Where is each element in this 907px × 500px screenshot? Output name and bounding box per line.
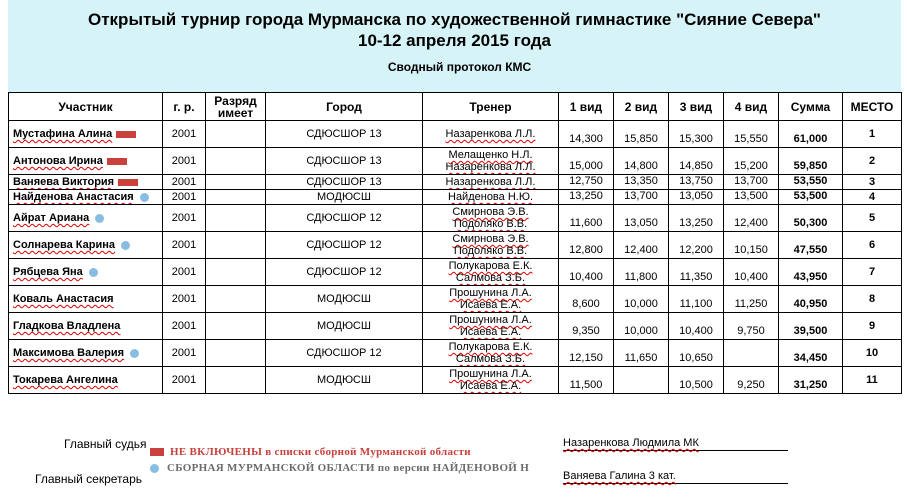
rank [206,232,266,259]
participant-name: Ваняева Виктория [9,175,163,190]
blue-dot-icon [89,268,98,277]
participant-name: Солнарева Карина [9,232,163,259]
table-row [9,121,902,148]
col-event1: 1 вид [559,93,614,121]
city: СДЮСШОР 13 [266,121,423,148]
birth-year: 2001 [163,190,206,205]
total-sum: 39,500 [779,313,843,340]
score-event3: 11,100 [669,286,724,313]
col-rank: Разряд имеет [206,93,266,121]
place: 7 [843,259,902,286]
score-event4 [724,340,779,367]
participant-name: Коваль Анастасия [9,286,163,313]
coach: Прошунина Л.А. Исаева Е.А. [423,313,559,340]
total-sum: 43,950 [779,259,843,286]
birth-year: 2001 [163,367,206,394]
coach: Смирнова Э.В. Подоляко В.В. [423,205,559,232]
birth-year: 2001 [163,286,206,313]
score-event1: 11,600 [559,205,614,232]
tournament-title: Открытый турнир города Мурманска по художественной гимнастике "Сияние Севера" [88,10,821,29]
score-event4: 15,550 [724,121,779,148]
birth-year: 2001 [163,313,206,340]
score-event3: 13,050 [669,190,724,205]
participant-name: Антонова Ирина [9,148,163,175]
score-event4: 10,400 [724,259,779,286]
city: СДЮСШОР 12 [266,259,423,286]
score-event4: 13,500 [724,190,779,205]
score-event1: 10,400 [559,259,614,286]
blue-dot-icon [140,193,149,202]
chief-secretary-label: Главный секретарь [35,472,142,486]
score-event3: 10,400 [669,313,724,340]
score-event2: 15,850 [614,121,669,148]
participant-name: Найденова Анастасия [9,190,163,205]
protocol-subtitle: Сводный протокол КМС [387,60,532,74]
coach: Полукарова Е.К. Салмова З.Б. [423,340,559,367]
city: СДЮСШОР 12 [266,232,423,259]
total-sum: 31,250 [779,367,843,394]
blue-dot-icon [130,349,139,358]
table-row [9,232,902,259]
score-event2: 13,350 [614,175,669,190]
city: МОДЮСШ [266,286,423,313]
rank [206,367,266,394]
score-event4: 9,250 [724,367,779,394]
total-sum: 53,500 [779,190,843,205]
table-row [9,259,902,286]
rank [206,175,266,190]
birth-year: 2001 [163,121,206,148]
col-event3: 3 вид [669,93,724,121]
table-header-row [9,93,902,121]
participant-name: Токарева Ангелина [9,367,163,394]
chief-judge-signature-line: Назаренкова Людмила МК [563,437,788,451]
rank [206,121,266,148]
place: 3 [843,175,902,190]
table-row [9,175,902,190]
score-event1: 12,150 [559,340,614,367]
coach: Назаренкова Л.Л. [423,175,559,190]
red-marker-icon [150,448,164,456]
col-event4: 4 вид [724,93,779,121]
total-sum: 40,950 [779,286,843,313]
participant-name: Айрат Ариана [9,205,163,232]
col-event2: 2 вид [614,93,669,121]
place: 5 [843,205,902,232]
participant-name: Мустафина Алина [9,121,163,148]
score-event2: 12,400 [614,232,669,259]
place: 1 [843,121,902,148]
score-event3: 15,300 [669,121,724,148]
legend-red: НЕ ВКЛЮЧЕНЫ в списки сборной Мурманской области [150,446,471,458]
total-sum: 61,000 [779,121,843,148]
score-event3: 10,500 [669,367,724,394]
rank [206,190,266,205]
score-event2: 14,800 [614,148,669,175]
red-marker-icon [116,131,136,138]
score-event3: 10,650 [669,340,724,367]
legend-blue: СБОРНАЯ МУРМАНСКОЙ ОБЛАСТИ по версии НАЙДЕНОВОЙ Н [150,462,529,474]
place: 6 [843,232,902,259]
coach: Прошунина Л.А. Исаева Е.А. [423,286,559,313]
birth-year: 2001 [163,232,206,259]
score-event4: 11,250 [724,286,779,313]
total-sum: 59,850 [779,148,843,175]
score-event2: 10,000 [614,286,669,313]
place: 11 [843,367,902,394]
birth-year: 2001 [163,340,206,367]
score-event1: 13,250 [559,190,614,205]
score-event2 [614,367,669,394]
score-event2: 11,650 [614,340,669,367]
coach: Полукарова Е.К. Салмова З.Б. [423,259,559,286]
total-sum: 50,300 [779,205,843,232]
place: 2 [843,148,902,175]
tournament-dates: 10-12 апреля 2015 года [357,31,551,50]
city: СДЮСШОР 13 [266,148,423,175]
birth-year: 2001 [163,175,206,190]
city: СДЮСШОР 12 [266,340,423,367]
rank [206,259,266,286]
protocol-header [8,0,901,92]
participant-name: Максимова Валерия [9,340,163,367]
red-marker-icon [118,179,138,186]
red-marker-icon [107,158,127,165]
score-event3: 13,750 [669,175,724,190]
table-row [9,367,902,394]
chief-secretary-signature-line: Ваняева Галина 3 кат. [563,470,788,484]
table-row [9,340,902,367]
city: МОДЮСШ [266,367,423,394]
score-event3: 12,200 [669,232,724,259]
score-event3: 13,250 [669,205,724,232]
place: 10 [843,340,902,367]
score-event1: 12,800 [559,232,614,259]
score-event4: 9,750 [724,313,779,340]
col-coach: Тренер [423,93,559,121]
score-event3: 14,850 [669,148,724,175]
place: 4 [843,190,902,205]
rank [206,205,266,232]
rank [206,313,266,340]
city: СДЮСШОР 13 [266,175,423,190]
place: 9 [843,313,902,340]
table-row [9,190,902,205]
score-event4: 12,400 [724,205,779,232]
city: МОДЮСШ [266,313,423,340]
table-row [9,205,902,232]
coach: Назаренкова Л.Л. [423,121,559,148]
score-event1: 12,750 [559,175,614,190]
place: 8 [843,286,902,313]
rank [206,148,266,175]
birth-year: 2001 [163,205,206,232]
participant-name: Рябцева Яна [9,259,163,286]
score-event1: 8,600 [559,286,614,313]
score-event2: 11,800 [614,259,669,286]
chief-judge-label: Главный судья [64,437,147,451]
coach: Найденова Н.Ю. [423,190,559,205]
table-row [9,148,902,175]
col-participant: Участник [9,93,163,121]
coach: Прошунина Л.А. Исаева Е.А. [423,367,559,394]
birth-year: 2001 [163,148,206,175]
score-event1: 15,000 [559,148,614,175]
score-event1: 9,350 [559,313,614,340]
participant-name: Гладкова Владлена [9,313,163,340]
total-sum: 34,450 [779,340,843,367]
birth-year: 2001 [163,259,206,286]
total-sum: 53,550 [779,175,843,190]
results-table [8,92,902,394]
blue-dot-icon [121,241,130,250]
col-city: Город [266,93,423,121]
score-event2: 13,700 [614,190,669,205]
table-row [9,286,902,313]
score-event4: 13,700 [724,175,779,190]
coach: Смирнова Э.В. Подоляко В.В. [423,232,559,259]
blue-dot-icon [95,214,104,223]
city: СДЮСШОР 12 [266,205,423,232]
col-sum: Сумма [779,93,843,121]
score-event1: 11,500 [559,367,614,394]
col-year: г. р. [163,93,206,121]
score-event3: 11,350 [669,259,724,286]
col-place: МЕСТО [843,93,902,121]
rank [206,286,266,313]
score-event2: 10,000 [614,313,669,340]
score-event4: 15,200 [724,148,779,175]
score-event2: 13,050 [614,205,669,232]
blue-dot-icon [150,464,159,473]
table-row [9,313,902,340]
city: МОДЮСШ [266,190,423,205]
total-sum: 47,550 [779,232,843,259]
score-event1: 14,300 [559,121,614,148]
coach: Мелащенко Н.Л. Назаренкова Л.Л. [423,148,559,175]
rank [206,340,266,367]
score-event4: 10,150 [724,232,779,259]
